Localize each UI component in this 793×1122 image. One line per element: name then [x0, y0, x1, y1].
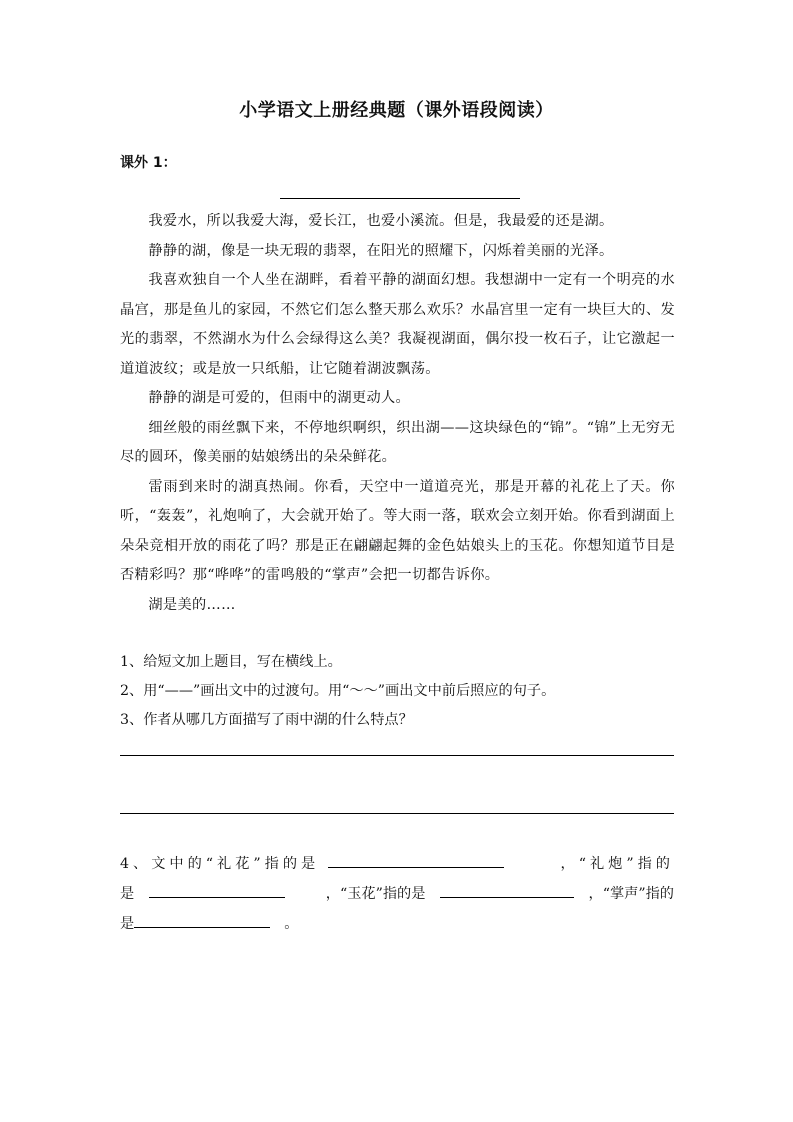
question-item: 2、用“——”画出文中的过渡句。用“～～”画出文中前后照应的句子。: [120, 683, 556, 699]
q4-intro: 4、文中的“礼花”指的是: [120, 856, 320, 872]
question-list: [120, 648, 680, 735]
passage-paragraph: 静静的湖，像是一块无瑕的翡翠，在阳光的照耀下，闪烁着美丽的光泽。: [148, 242, 614, 259]
q4-lipao-label: ，“礼炮”指的: [560, 856, 674, 872]
q4-yuhua-label: ，“玉花”指的是: [325, 886, 426, 902]
lipao-blank[interactable]: [149, 879, 285, 898]
zhangsheng-blank[interactable]: [134, 909, 270, 928]
question-item: 1、给短文加上题目，写在横线上。: [120, 654, 342, 670]
q4-shi-label: 是: [120, 916, 135, 932]
q4-shi-label: 是: [120, 886, 135, 902]
passage-paragraph: 我喜欢独自一个人坐在湖畔，看着平静的湖面幻想。我想湖中一定有一个明亮的水晶宫，那是鱼儿的家园，不然它们怎么整天那么欢乐？水晶宫里一定有一块巨大的、发光的翡翠，不然湖水为什么会绿得这么美？我凝视湖面，偶尔投一枚石子，让它激起一道道波纹；或是放一只纸船，让它随着湖波飘荡。: [120, 272, 675, 377]
passage-paragraph: 细丝般的雨丝飘下来，不停地织啊织，织出湖——这块绿色的“锦”。“锦”上无穷无尽的圆环，像美丽的姑娘绣出的朵朵鲜花。: [120, 419, 675, 465]
answer-line[interactable]: [120, 755, 674, 756]
reading-passage: [120, 207, 675, 620]
passage-paragraph: 我爱水，所以我爱大海，爱长江，也爱小溪流。但是，我最爱的还是湖。: [148, 213, 614, 229]
question-item: 3、作者从哪几方面描写了雨中湖的什么特点？: [120, 712, 413, 728]
passage-paragraph: 静静的湖是可爱的，但雨中的湖更动人。: [148, 390, 411, 406]
q4-zhangsheng-label: ，“掌声”指的: [588, 886, 674, 902]
question-4: [120, 849, 674, 939]
answer-line[interactable]: [120, 813, 674, 814]
page-title: 小学语文上册经典题（课外语段阅读）: [239, 100, 554, 121]
title-answer-line[interactable]: [280, 198, 520, 199]
section-heading: 课外 1：: [120, 155, 177, 171]
lihua-blank[interactable]: [328, 849, 504, 868]
q4-end-mark: 。: [284, 916, 299, 932]
passage-paragraph: 雷雨到来时的湖真热闹。你看，天空中一道道亮光，那是开幕的礼花上了天。你听，“轰轰”，礼炮响了，大会就开始了。等大雨一落，联欢会立刻开始。你看到湖面上朵朵竞相开放的雨花了吗？那是正在翩翩起舞的金色姑娘头上的玉花。你想知道节目是否精彩吗？那“哗哗”的雷鸣般的“掌声”会把一切都告诉你。: [120, 478, 675, 583]
passage-paragraph: 湖是美的……: [148, 596, 236, 613]
yuhua-blank[interactable]: [440, 879, 574, 898]
